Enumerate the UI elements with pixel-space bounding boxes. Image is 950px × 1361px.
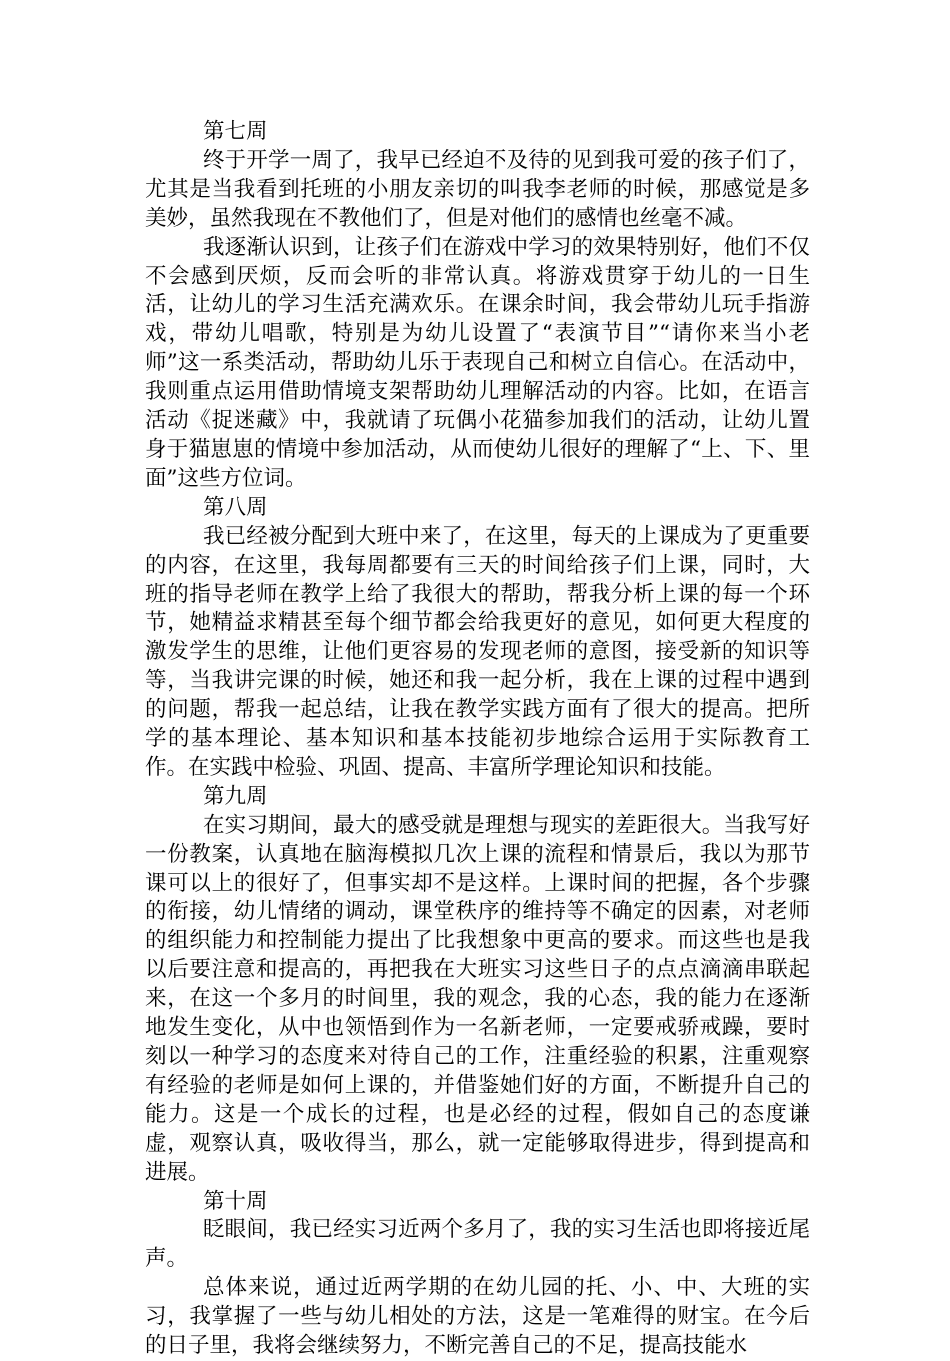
section-heading: 第九周 [203, 783, 268, 809]
paragraph: 我已经被分配到大班中来了，在这里，每天的上课成为了更重要的内容，在这里，我每周都要有三天的时间给孩子们上课，同时，大班的指导老师在教学上给了我很大的帮助，帮我分析上课的每一个环节，她精益求精甚至每个细节都会给我更好的意见，如何更大程度的激发学生的思维，让他们更容易的发现老师的意图，接受新的知识等等，当我讲完课的时候，她还和我一起分析，我在上课的过程中遇到的问题，帮我一起总结，让我在教学实践方面有了很大的提高。把所学的基本理论、基本知识和基本技能初步地综合运用于实际教育工作。在实践中检验、巩固、提高、丰富所学理论知识和技能。 [145, 523, 810, 780]
section-heading: 第十周 [203, 1188, 268, 1214]
section-heading: 第七周 [203, 119, 268, 144]
paragraph: 总体来说，通过近两学期的在幼儿园的托、小、中、大班的实习，我掌握了一些与幼儿相处的方法，这是一笔难得的财宝。在今后的日子里，我将会继续努力，不断完善自己的不足，提高技能水 [145, 1275, 810, 1359]
section-heading: 第八周 [203, 494, 268, 520]
section-week-9 [145, 783, 810, 1188]
paragraph: 终于开学一周了，我早已经迫不及待的见到我可爱的孩子们了，尤其是当我看到托班的小朋友亲切的叫我李老师的时候，那感觉是多美妙，虽然我现在不教他们了，但是对他们的感情也丝毫不减。 [145, 147, 810, 231]
section-week-7 [145, 118, 810, 494]
paragraph: 在实习期间，最大的感受就是理想与现实的差距很大。当我写好一份教案，认真地在脑海模拟几次上课的流程和情景后，我以为那节课可以上的很好了，但事实却不是这样。上课时间的把握，各个步骤的衔接，幼儿情绪的调动，课堂秩序的维持等不确定的因素，对老师的组织能力和控制能力提出了比我想象中更高的要求。而这些也是我以后要注意和提高的，再把我在大班实习这些日子的点点滴滴串联起来，在这一个多月的时间里，我的观念，我的心态，我的能力在逐渐地发生变化，从中也领悟到作为一名新老师，一定要戒骄戒躁，要时刻以一种学习的态度来对待自己的工作，注重经验的积累，注重观察有经验的老师是如何上课的，并借鉴她们好的方面，不断提升自己的能力。这是一个成长的过程，也是必经的过程，假如自己的态度谦虚，观察认真，吸收得当，那么，就一定能够取得进步，得到提高和进展。 [145, 812, 810, 1185]
section-week-8 [145, 494, 810, 783]
section-week-10 [145, 1188, 810, 1361]
paragraph: 眨眼间，我已经实习近两个多月了，我的实习生活也即将接近尾声。 [145, 1217, 810, 1272]
document-page [145, 118, 810, 1361]
paragraph: 我逐渐认识到，让孩子们在游戏中学习的效果特别好，他们不仅不会感到厌烦，反而会听的非常认真。将游戏贯穿于幼儿的一日生活，让幼儿的学习生活充满欢乐。在课余时间，我会带幼儿玩手指游戏，带幼儿唱歌，特别是为幼儿设置了“表演节目”“请你来当小老师”这一系类活动，帮助幼儿乐于表现自己和树立自信心。在活动中，我则重点运用借助情境支架帮助幼儿理解活动的内容。比如，在语言活动《捉迷藏》中，我就请了玩偶小花猫参加我们的活动，让幼儿置身于猫崽崽的情境中参加活动，从而使幼儿很好的理解了“上、下、里面”这些方位词。 [145, 234, 810, 491]
